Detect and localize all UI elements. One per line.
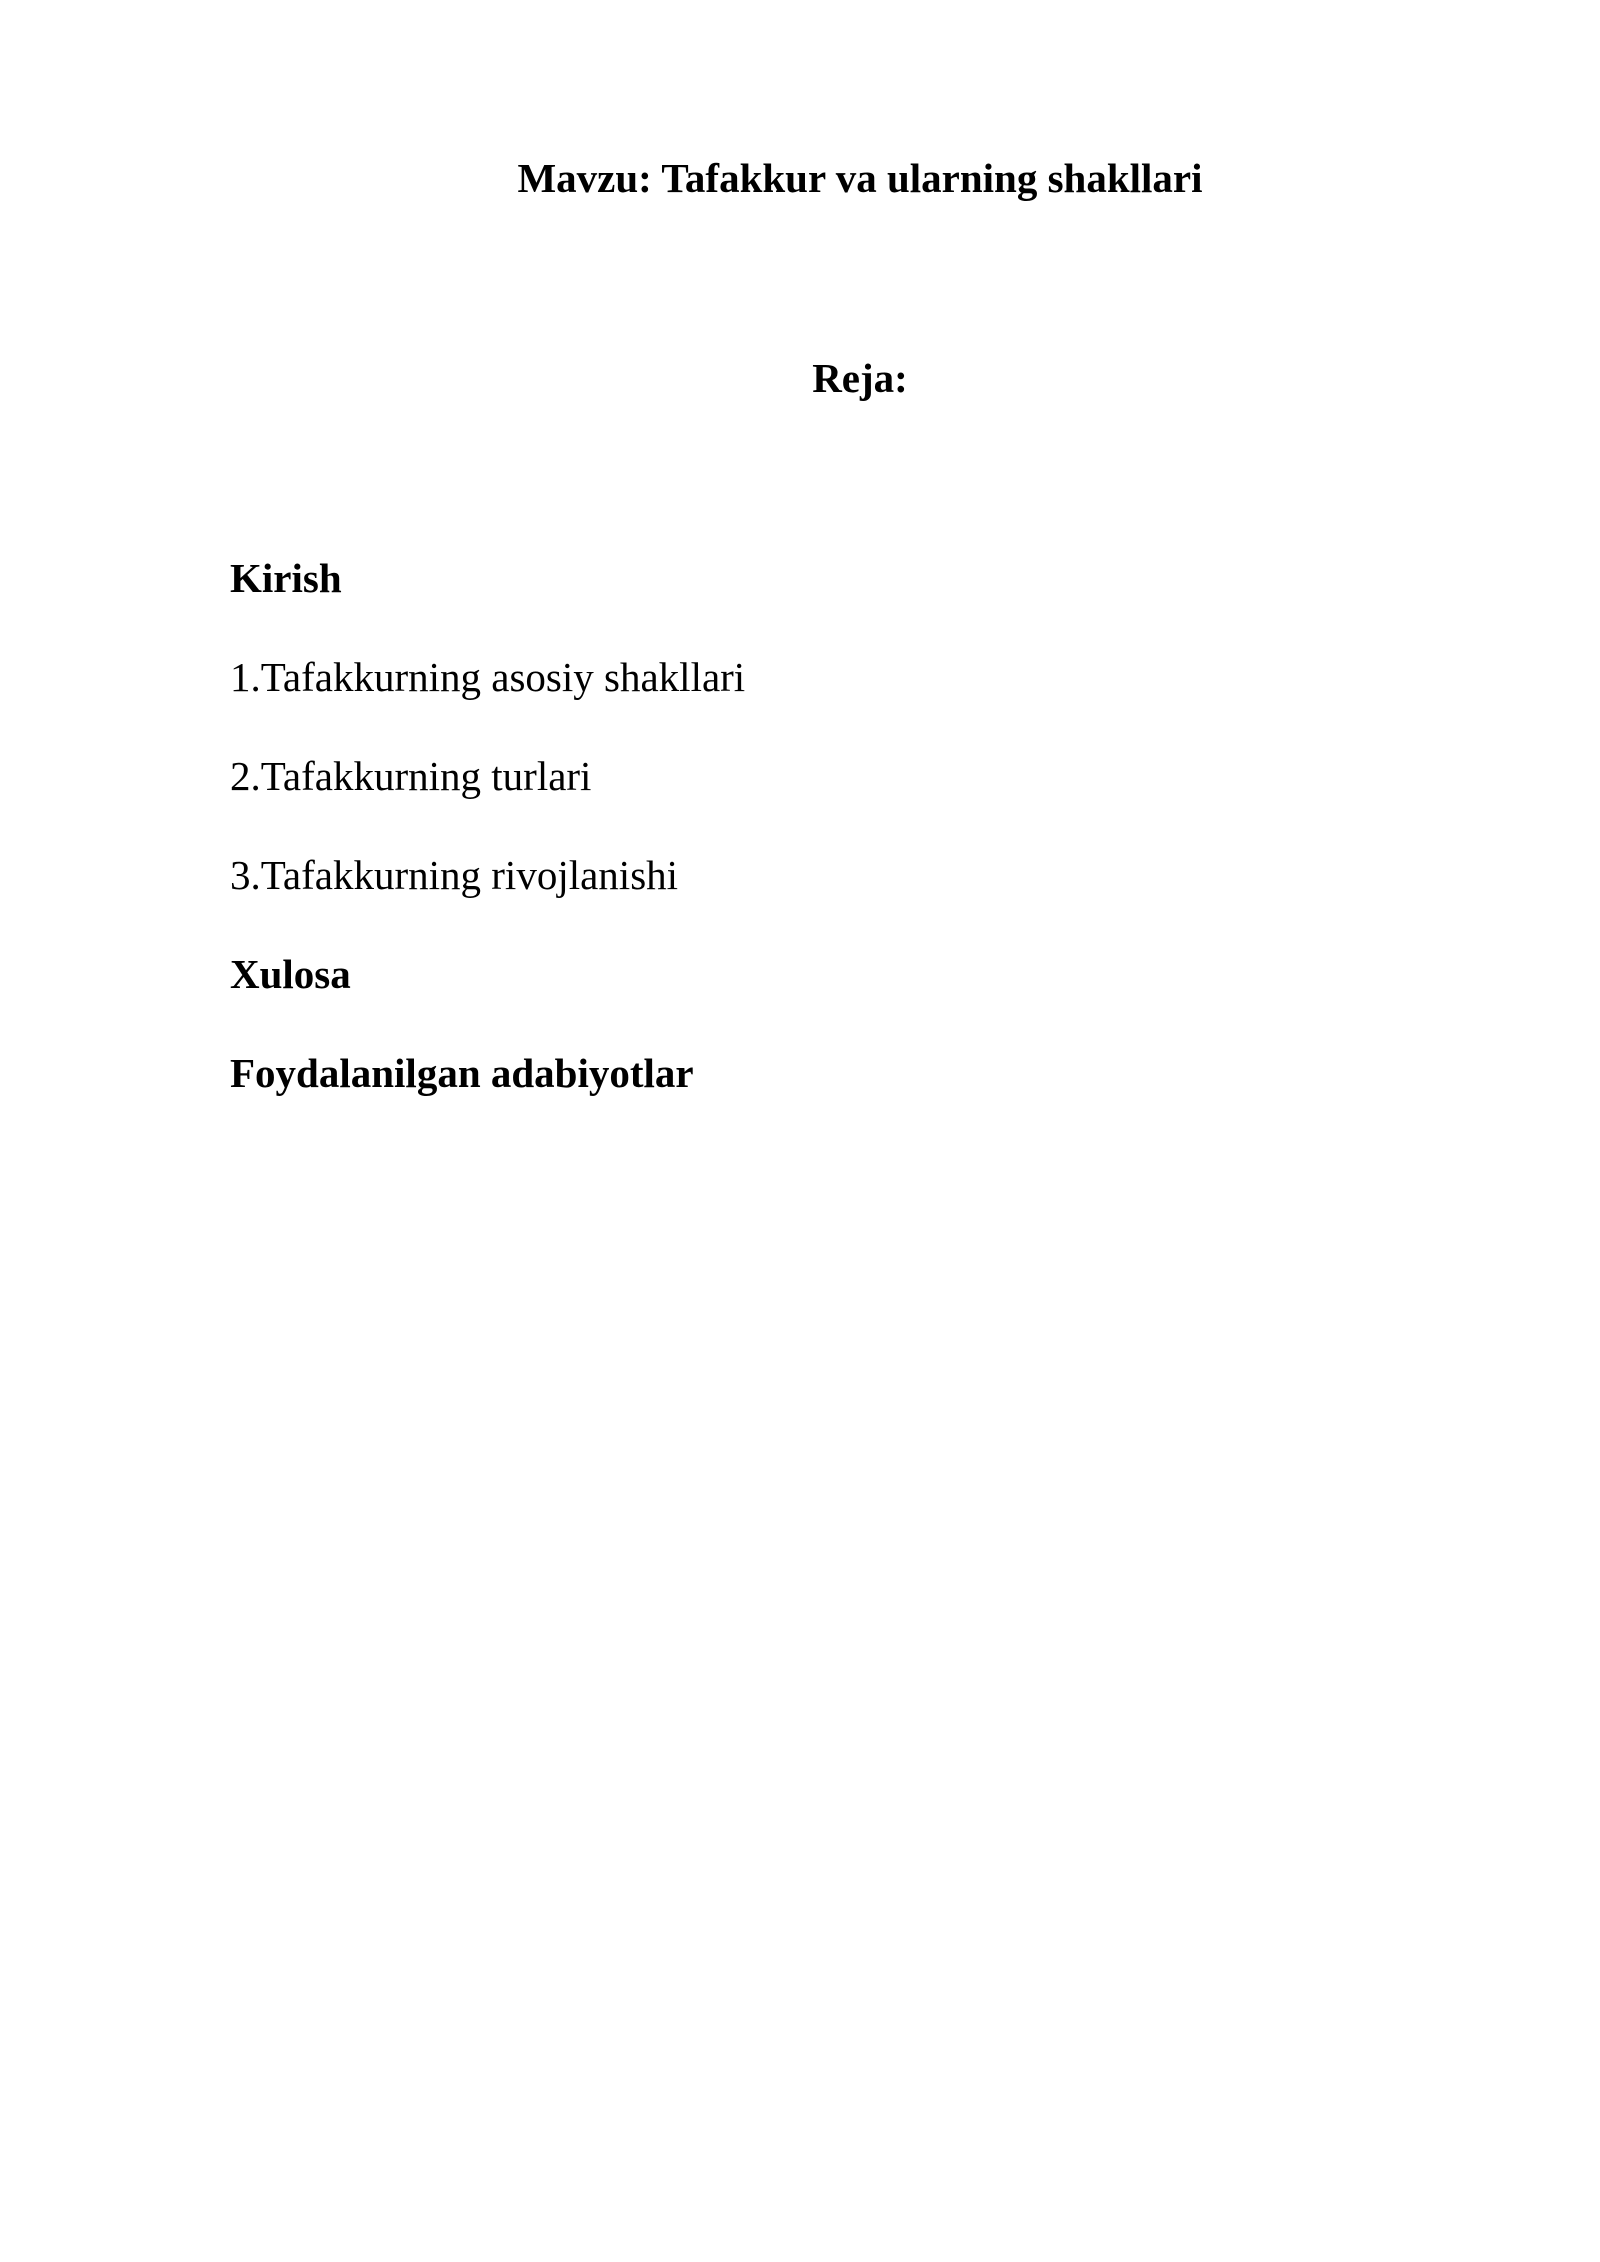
document-title: Mavzu: Tafakkur va ularning shakllari [517,155,1203,201]
outline-item-introduction: Kirish [230,555,342,601]
outline-item-conclusion: Xulosa [230,951,351,997]
outline-item-references: Foydalanilgan adabiyotlar [230,1050,694,1096]
outline-item-2: 2.Tafakkurning turlari [230,753,592,799]
outline-item-1: 1.Tafakkurning asosiy shakllari [230,654,746,700]
plan-heading: Reja: [812,355,908,401]
plan-outline [230,550,745,1144]
outline-item-3: 3.Tafakkurning rivojlanishi [230,852,679,898]
